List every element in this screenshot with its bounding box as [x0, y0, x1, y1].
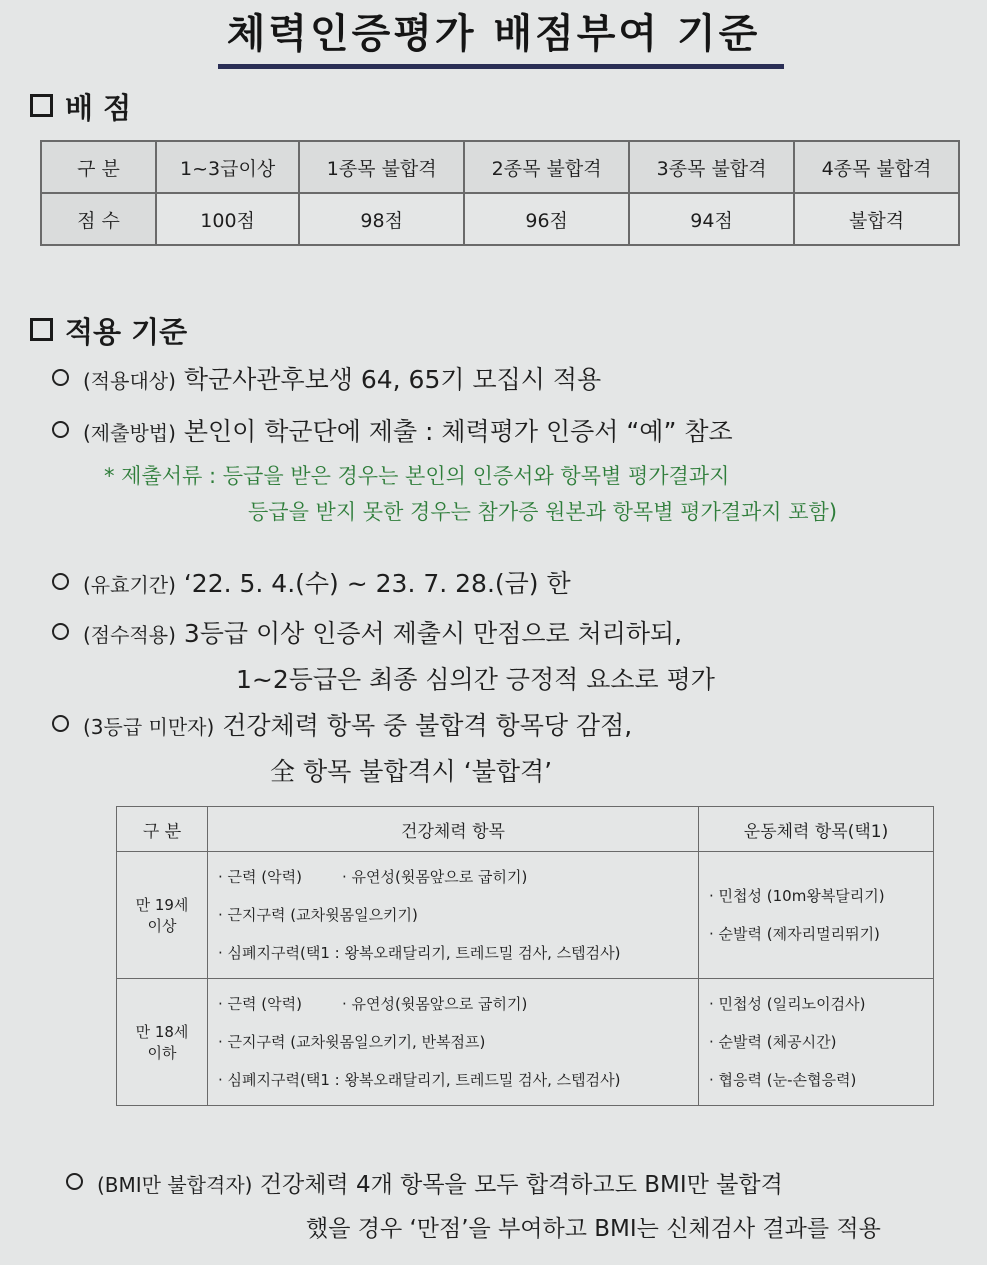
list-item: · 협응력 (눈-손협응력): [709, 1071, 857, 1089]
list-item: · 민첩성 (일리노이검사): [709, 995, 866, 1013]
table-header-cell: 1종목 불합격: [299, 141, 464, 193]
criteria-target: [52, 360, 601, 396]
table-row-label: 점 수: [41, 193, 156, 245]
criteria-tag: (유효기간): [83, 573, 176, 597]
health-item: · 유연성(윗몸앞으로 굽히기): [341, 868, 528, 886]
criteria-method: [52, 412, 733, 448]
circle-bullet-icon: [66, 1173, 83, 1190]
sport-items-cell: [699, 979, 934, 1106]
circle-bullet-icon: [52, 623, 69, 640]
table-cell: 불합격: [794, 193, 959, 245]
table-row: [117, 852, 934, 979]
list-item: · 순발력 (체공시간): [709, 1033, 837, 1051]
fitness-items-table: [116, 806, 934, 1106]
table-header-cell: 구 분: [117, 807, 208, 852]
table-cell: 98점: [299, 193, 464, 245]
health-item: · 근력 (악력): [218, 868, 302, 886]
score-table: [40, 140, 960, 246]
criteria-apply-line2: 1~2등급은 최종 심의간 긍정적 요소로 평가: [236, 665, 715, 694]
submission-docs-line1: * 제출서류 : 등급을 받은 경우는 본인의 인증서와 항목별 평가결과지: [104, 464, 730, 488]
criteria-text: 건강체력 4개 항목을 모두 합격하고도 BMI만 불합격: [259, 1172, 783, 1198]
circle-bullet-icon: [52, 573, 69, 590]
table-header-cell: 1~3급이상: [156, 141, 299, 193]
score-table-value-row: [41, 193, 959, 245]
criteria-tag: (3등급 미만자): [83, 715, 215, 739]
criteria-apply: [52, 614, 682, 650]
table-cell: 96점: [464, 193, 629, 245]
table-cell: 100점: [156, 193, 299, 245]
sport-items-cell: [699, 852, 934, 979]
section-score-label: 배 점: [65, 91, 132, 125]
age-group-cell: [117, 979, 208, 1106]
criteria-below: [52, 706, 632, 742]
list-item: · 민첩성 (10m왕복달리기): [709, 887, 885, 905]
criteria-bmi-line2: 했을 경우 ‘만점’을 부여하고 BMI는 신체검사 결과를 적용: [306, 1216, 881, 1242]
health-item: · 근력 (악력): [218, 995, 302, 1013]
age-group-line: 만 18세: [135, 1023, 189, 1041]
section-criteria-label: 적용 기준: [65, 315, 188, 349]
criteria-tag: (적용대상): [83, 369, 176, 393]
section-heading-criteria: [30, 310, 187, 351]
checkbox-square-icon: [30, 94, 53, 117]
age-group-line: 이상: [147, 917, 177, 935]
table-header-cell: 구 분: [41, 141, 156, 193]
criteria-tag: (제출방법): [83, 421, 176, 445]
section-heading-score: [30, 86, 131, 127]
checkbox-square-icon: [30, 318, 53, 341]
list-item: · 심폐지구력(택1 : 왕복오래달리기, 트레드밀 검사, 스텝검사): [218, 944, 621, 962]
circle-bullet-icon: [52, 369, 69, 386]
criteria-tag: (점수적용): [83, 623, 176, 647]
page-title: 체력인증평가 배점부여 기준: [226, 11, 761, 57]
list-item: · 순발력 (제자리멀리뛰기): [709, 925, 880, 943]
list-item: · 심폐지구력(택1 : 왕복오래달리기, 트레드밀 검사, 스텝검사): [218, 1071, 621, 1089]
list-item: · 근지구력 (교차윗몸일으키기, 반복점프): [218, 1033, 486, 1051]
table-cell: 94점: [629, 193, 794, 245]
title-underline: [218, 64, 784, 69]
table-header-cell: 2종목 불합격: [464, 141, 629, 193]
list-item: · 근지구력 (교차윗몸일으키기): [218, 906, 418, 924]
submission-docs-line2: 등급을 받지 못한 경우는 참가증 원본과 항목별 평가결과지 포함): [248, 500, 838, 524]
table-header-cell: 건강체력 항목: [208, 807, 699, 852]
table-header-cell: 3종목 불합격: [629, 141, 794, 193]
criteria-period: [52, 564, 571, 600]
age-group-cell: [117, 852, 208, 979]
criteria-tag: (BMI만 불합격자): [97, 1173, 253, 1197]
criteria-text: 3등급 이상 인증서 제출시 만점으로 처리하되,: [183, 619, 683, 648]
criteria-text: 학군사관후보생 64, 65기 모집시 적용: [183, 365, 602, 394]
circle-bullet-icon: [52, 715, 69, 732]
criteria-bmi: [66, 1166, 783, 1199]
age-group-line: 만 19세: [135, 896, 189, 914]
criteria-text: ‘22. 5. 4.(수) ~ 23. 7. 28.(금) 한: [183, 569, 571, 598]
table-row: [117, 979, 934, 1106]
criteria-below-line2: 全 항목 불합격시 ‘불합격’: [270, 757, 553, 786]
list-item: [218, 985, 698, 1023]
table-header-cell: 운동체력 항목(택1): [699, 807, 934, 852]
age-group-line: 이하: [147, 1044, 177, 1062]
circle-bullet-icon: [52, 421, 69, 438]
criteria-text: 본인이 학군단에 제출 : 체력평가 인증서 “예” 참조: [183, 417, 733, 446]
health-item: · 유연성(윗몸앞으로 굽히기): [341, 995, 528, 1013]
criteria-text: 건강체력 항목 중 불합격 항목당 감점,: [222, 711, 633, 740]
health-items-cell: [208, 979, 699, 1106]
score-table-header-row: [41, 141, 959, 193]
fitness-table-header-row: [117, 807, 934, 852]
list-item: [218, 858, 698, 896]
health-items-cell: [208, 852, 699, 979]
table-header-cell: 4종목 불합격: [794, 141, 959, 193]
